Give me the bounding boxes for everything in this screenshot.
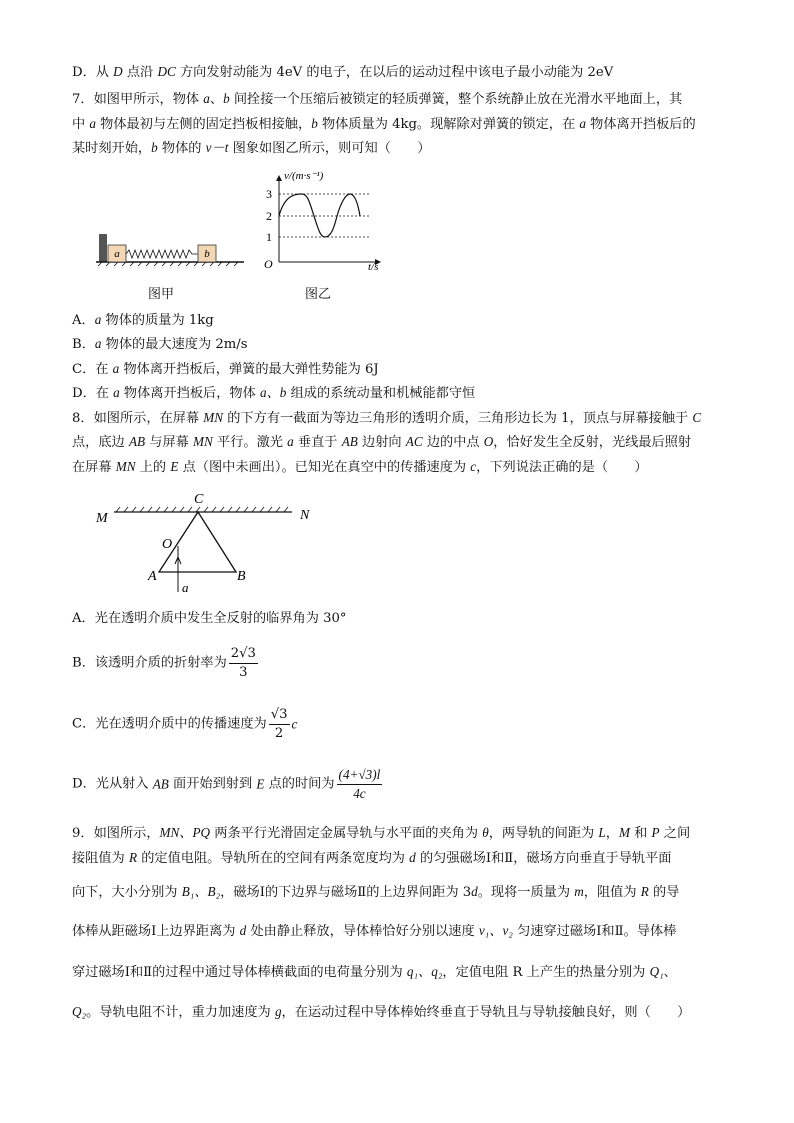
- tick-2: 2: [266, 209, 272, 223]
- q9-stem-line2: 接阻值为 R 的定值电阻。导轨所在的空间有两条宽度均为 d 的匀强磁场Ⅰ和Ⅱ，磁场方向垂直于导轨平面: [72, 850, 672, 866]
- label-laser-a: a: [182, 580, 189, 595]
- q7-figure-jia: [92, 226, 252, 276]
- q7-option-a: A．a 物体的质量为 1kg: [72, 312, 214, 328]
- fraction-c: $\frac{√3}{2}$: [270, 707, 288, 741]
- q8-stem-line1: 8．如图所示，在屏幕 MN 的下方有一截面为等边三角形的透明介质，三角形边长为 1，顶点与屏幕接触于 C: [72, 410, 702, 426]
- screen-hatch: [116, 507, 288, 512]
- q7-stem-line1: 7．如图甲所示，物体 a、b 间拴接一个压缩后被锁定的轻质弹簧，整个系统静止放在光滑水平地面上，其: [72, 91, 683, 107]
- q7-stem-line2: 中 a 物体最初与左侧的固定挡板相接触，b 物体质量为 4kg。现解除对弹簧的锁定，在 a 物体离开挡板后的: [72, 116, 696, 132]
- q8-option-c: C．光在透明介质中的传播速度为 $\frac{√3}{2}$ c: [72, 707, 298, 741]
- q8-stem-line3: 在屏幕 MN 上的 E 点（图中未画出）。已知光在真空中的传播速度为 c，下列说法正确的是（ ）: [72, 459, 648, 475]
- figure-yi-caption: 图乙: [305, 287, 332, 302]
- q8-option-d: D．光从射入 AB 面开始到射到 E 点的时间为 $\frac{(4+√3)l}{4c}$: [72, 767, 381, 801]
- label-n: N: [300, 508, 310, 523]
- label-b-vertex: B: [237, 569, 246, 584]
- q9-stem-line4: 体棒从距磁场Ⅰ上边界距离为 d 处由静止释放，导体棒恰好分别以速度 v₁、v₂ 匀速穿过磁场Ⅰ和Ⅱ。导体棒: [72, 923, 677, 939]
- fixed-baffle: [99, 234, 107, 262]
- block-a-label: a: [114, 248, 120, 260]
- fraction-d: $\frac{(4+√3)l}{4c}$: [338, 767, 381, 801]
- q8-stem-line2: 点，底边 AB 与屏幕 MN 平行。激光 a 垂直于 AB 边射向 AC 边的中点 O，恰好发生全反射，光线最后照射: [72, 434, 692, 450]
- q8-option-a: A．光在透明介质中发生全反射的临界角为 30°: [72, 611, 347, 626]
- q8-figure: [92, 486, 332, 598]
- q9-stem-line3: 向下，大小分别为 B₁、B₂，磁场Ⅰ的下边界与磁场Ⅱ的上边界间距为 3d。现将一质量为 m，阻值为 R 的导: [72, 884, 680, 900]
- q9-stem-line6: Q₂。导轨电阻不计，重力加速度为 g，在运动过程中导体棒始终垂直于导轨且与导轨接触良好，则（ ）: [72, 1004, 691, 1020]
- velocity-curve: [279, 194, 360, 237]
- label-o: O: [162, 537, 173, 552]
- t-axis-label: t/s: [368, 261, 379, 273]
- v-axis-label: v/(m·s⁻¹): [284, 170, 324, 182]
- label-a-vertex: A: [148, 569, 157, 584]
- q8-option-b: B．该透明介质的折射率为 $\frac{2√3}{3}$: [72, 646, 256, 680]
- label-c: C: [194, 492, 204, 507]
- q7-figure-yi: [258, 164, 398, 276]
- origin-label: O: [264, 257, 273, 271]
- q7-option-d: D．在 a 物体离开挡板后，物体 a、b 组成的系统动量和机械能都守恒: [72, 385, 476, 401]
- block-b-label: b: [204, 248, 210, 260]
- label-m: M: [96, 511, 108, 526]
- tick-3: 3: [266, 187, 272, 201]
- q6-option-d: D．从 D 点沿 DC 方向发射动能为 4eV 的电子，在以后的运动过程中该电子最小动能为 2eV: [72, 64, 614, 80]
- q7-option-c: C．在 a 物体离开挡板后，弹簧的最大弹性势能为 6J: [72, 361, 379, 377]
- spring: [126, 250, 198, 258]
- fraction-b: $\frac{2√3}{3}$: [230, 646, 256, 680]
- q9-stem-line1: 9．如图所示，MN、PQ 两条平行光滑固定金属导轨与水平面的夹角为 θ，两导轨的间距为 L，M 和 P 之间: [72, 825, 691, 841]
- q7-option-b: B．a 物体的最大速度为 2m/s: [72, 336, 248, 352]
- q9-stem-line5: 穿过磁场Ⅰ和Ⅱ的过程中通过导体棒横截面的电荷量分别为 q₁、q₂，定值电阻 R 上产生的热量分别为 Q₁、: [72, 964, 677, 980]
- q7-stem-line3: 某时刻开始，b 物体的 v－t 图象如图乙所示，则可知（ ）: [72, 140, 431, 156]
- tick-1: 1: [266, 230, 272, 244]
- figure-jia-caption: 图甲: [148, 287, 175, 302]
